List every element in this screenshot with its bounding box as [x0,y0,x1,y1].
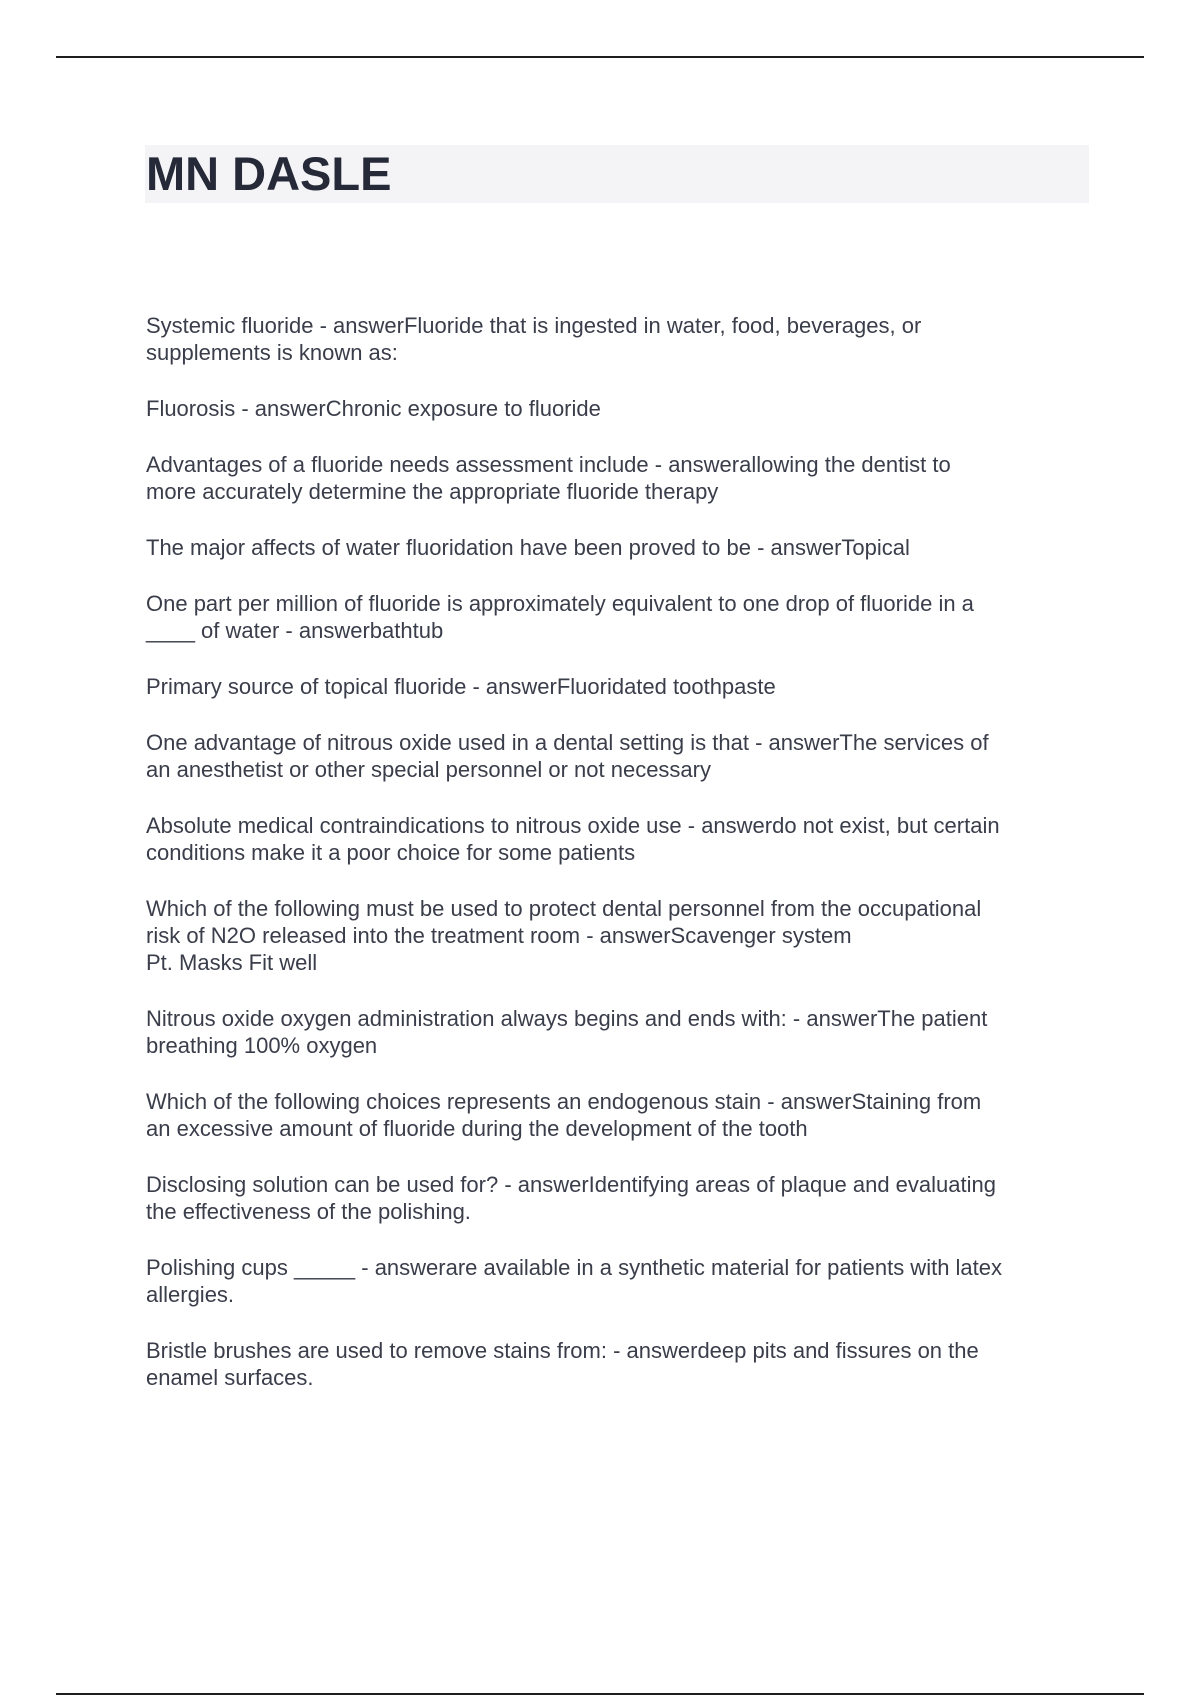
qa-item: Polishing cups _____ - answerare available in a synthetic material for patients with latex allergies. [146,1255,1003,1307]
qa-item: Fluorosis - answerChronic exposure to fluoride [146,396,601,421]
qa-item: Bristle brushes are used to remove stains from: - answerdeep pits and fissures on the enamel surfaces. [146,1338,979,1390]
qa-item: Nitrous oxide oxygen administration always begins and ends with: - answerThe patient breathing 100% oxygen [146,1006,988,1058]
qa-item: Disclosing solution can be used for? - answerIdentifying areas of plaque and evaluating the effectiveness of the polishing. [146,1172,996,1224]
qa-item: Which of the following must be used to protect dental personnel from the occupational risk of N2O released into the treatment room - answerScavenger system Pt. Masks Fit well [146,896,982,975]
top-rule [56,56,1144,58]
qa-item: One advantage of nitrous oxide used in a dental setting is that - answerThe services of an anesthetist or other special personnel or not necessary [146,730,989,782]
qa-list [146,312,1096,1420]
qa-item: Absolute medical contraindications to nitrous oxide use - answerdo not exist, but certain conditions make it a poor choice for some patients [146,813,1000,865]
qa-item: Which of the following choices represents an endogenous stain - answerStaining from an excessive amount of fluoride during the development of the tooth [146,1089,982,1141]
qa-item: Systemic fluoride - answerFluoride that is ingested in water, food, beverages, or supplements is known as: [146,313,922,365]
qa-item: Advantages of a fluoride needs assessment include - answerallowing the dentist to more accurately determine the appropriate fluoride therapy [146,452,951,504]
bottom-rule [56,1693,1144,1695]
qa-item: The major affects of water fluoridation have been proved to be - answerTopical [146,535,910,560]
document-title: MN DASLE [146,147,392,200]
qa-item: Primary source of topical fluoride - answerFluoridated toothpaste [146,674,776,699]
qa-item: One part per million of fluoride is approximately equivalent to one drop of fluoride in a ____ of water - answerbathtub [146,591,974,643]
